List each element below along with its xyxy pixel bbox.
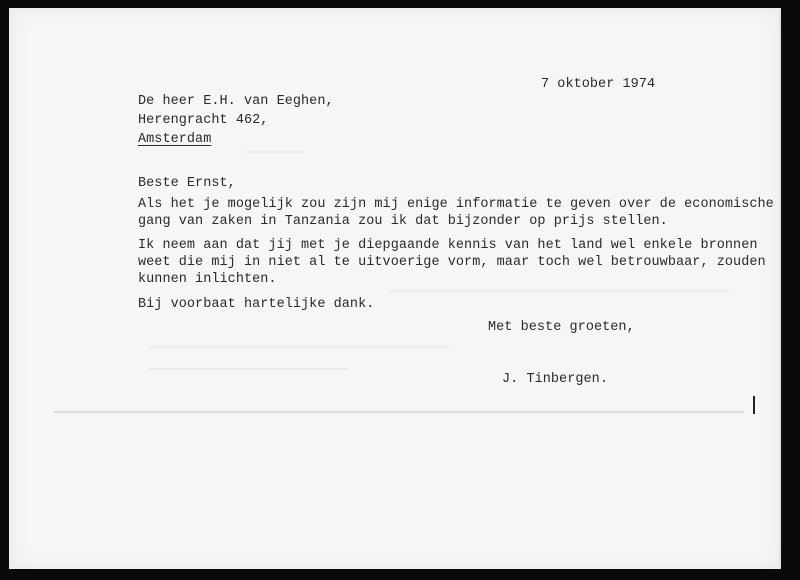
body-line: kunnen inlichten. [138,272,277,287]
salutation: Beste Ernst, [138,176,236,191]
closing: Met beste groeten, [488,320,635,335]
show-through-mark [389,290,729,292]
show-through-mark [149,368,349,370]
letter-page [9,8,781,569]
body-line: Bij voorbaat hartelijke dank. [138,297,375,312]
paper-edge-strip [779,8,781,569]
edge-mark [753,396,755,414]
body-line: weet die mij in niet al te uitvoerige vorm, maar toch wel betrouwbaar, zouden [138,255,766,270]
recipient-street: Herengracht 462, [138,113,269,128]
body-line: Ik neem aan dat jij met je diepgaande kennis van het land wel enkele bronnen [138,238,758,253]
show-through-mark [149,346,449,348]
recipient-name: De heer E.H. van Eeghen, [138,94,334,109]
letter-date: 7 oktober 1974 [541,77,656,92]
body-line: gang van zaken in Tanzania zou ik dat bijzonder op prijs stellen. [138,214,668,229]
signature: J. Tinbergen. [502,372,608,387]
body-line: Als het je mogelijk zou zijn mij enige informatie te geven over de economische [138,197,774,212]
recipient-city: Amsterdam [138,132,212,147]
fold-line [54,411,744,413]
show-through-mark [245,151,305,153]
